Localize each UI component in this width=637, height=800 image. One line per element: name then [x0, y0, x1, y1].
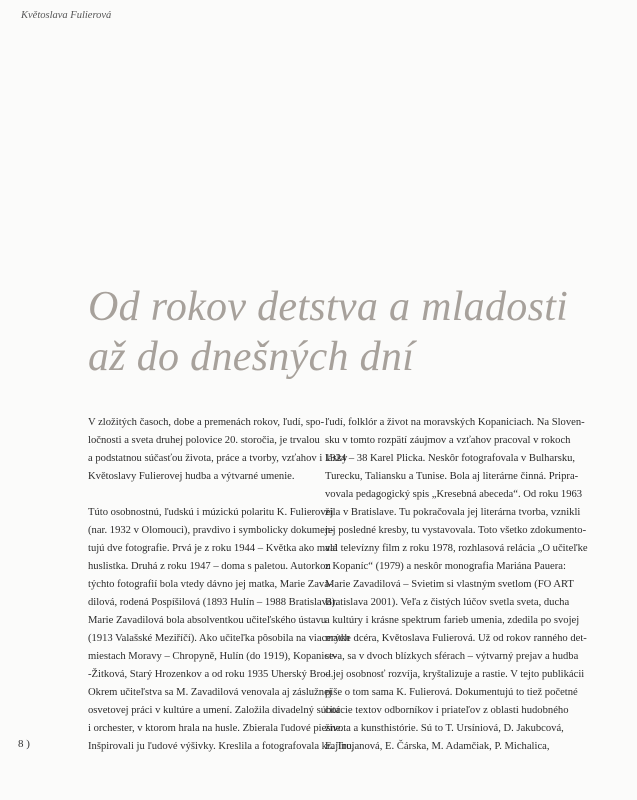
running-head: Květoslava Fulierová: [21, 10, 112, 21]
text-line: huslistka. Druhá z roku 1947 – doma s paletou. Autorkou: [88, 561, 331, 572]
text-line: Bratislava 2001). Veľa z čistých lúčov svetla sveta, ducha: [325, 597, 570, 608]
text-line: 1924 – 38 Karel Plicka. Neskôr fotografovala v Bulharsku,: [325, 453, 576, 464]
text-line: týchto fotografií bola vtedy dávno jej matka, Marie Zava-: [88, 579, 333, 590]
text-line: Marie Zavadilová – Svietim si vlastným svetlom (FO ART: [325, 579, 574, 590]
page-number: 8 ): [18, 738, 30, 750]
text-line: píše o tom sama K. Fulierová. Dokumentujú to tiež početné: [325, 687, 578, 698]
text-line: – jej osobnosť rozvíja, kryštalizuje a rastie. V tejto publikácii: [325, 669, 585, 680]
right-column: [325, 414, 595, 774]
text-line: z Kopaníc“ (1979) a neskôr monografia Mariána Pauera:: [325, 561, 566, 572]
paragraph-intro: [88, 414, 358, 486]
text-line: (nar. 1932 v Olomouci), pravdivo i symbolicky dokumen-: [88, 525, 334, 536]
text-line: Okrem učiteľstva sa M. Zavadilová venovala aj záslužnej: [88, 687, 332, 698]
text-line: a kultúry i krásne spektrum farieb umenia, zdedila po svojej: [325, 615, 580, 626]
chapter-title-line-1: Od rokov detstva a mladosti: [88, 284, 569, 330]
text-line: ločnosti a sveta druhej polovice 20. storočia, je trvalou: [88, 435, 320, 446]
text-line: ľudí, folklór a život na moravských Kopaniciach. Na Sloven-: [325, 417, 585, 428]
text-line: osvetovej práci v kultúre a umení. Založila divadelný súbor: [88, 705, 341, 716]
text-line: E. Trojanová, E. Čárska, M. Adamčiak, P. Michalica,: [325, 741, 550, 752]
text-line: jej posledné kresby, tu vystavovala. Toto všetko zdokumento-: [325, 525, 587, 536]
text-line: sku v tomto rozpätí záujmov a vzťahov pracoval v rokoch: [325, 435, 571, 446]
text-line: života a kunsthistórie. Sú to T. Ursíniová, D. Jakubcová,: [325, 723, 564, 734]
text-line: (1913 Valašské Meziříčí). Ako učiteľka pôsobila na viacerých: [88, 633, 350, 644]
text-line: i orchester, v ktorom hrala na husle. Zbierala ľudové piesne.: [88, 723, 344, 734]
text-line: matke dcéra, Květoslava Fulierová. Už od rokov ranného det-: [325, 633, 587, 644]
text-line: vovala pedagogický spis „Kresebná abeceda“. Od roku 1963: [325, 489, 583, 500]
left-column: [88, 414, 358, 774]
text-line: miestach Moravy – Chropyně, Hulín (do 1919), Kopanice-: [88, 651, 338, 662]
text-line: -Žitková, Starý Hrozenkov a od roku 1935 Uherský Brod.: [88, 669, 334, 680]
text-line: Květoslavy Fulierovej hudba a výtvarné umenie.: [88, 471, 295, 482]
chapter-title-line-2: až do dnešných dní: [88, 334, 415, 380]
text-line: tujú dve fotografie. Prvá je z roku 1944 – Květka ako malá: [88, 543, 338, 554]
text-line: V zložitých časoch, dobe a premenách rokov, ľudí, spo-: [88, 417, 325, 428]
paragraph-continued: [325, 414, 595, 756]
text-line: citácie textov odborníkov i priateľov z oblasti hudobného: [325, 705, 569, 716]
text-line: Inšpirovali ju ľudové výšivky. Kreslila a fotografovala krajinu,: [88, 741, 355, 752]
paragraph-body: [88, 504, 358, 756]
text-line: val televízny film z roku 1978, rozhlasová relácia „O učiteľke: [325, 543, 588, 554]
text-line: Turecku, Taliansku a Tunise. Bola aj literárne činná. Pripra-: [325, 471, 579, 482]
text-line: dilová, rodená Pospíšilová (1893 Hulín – 1988 Bratislava).: [88, 597, 338, 608]
text-line: stva, sa v dvoch blízkych sférach – výtvarný prejav a hudba: [325, 651, 579, 662]
text-line: a podstatnou súčasťou života, práce a tvorby, vzťahov i lásky: [88, 453, 348, 464]
text-line: Marie Zavadilová bola absolventkou učiteľského ústavu: [88, 615, 327, 626]
chapter-title: [88, 282, 628, 382]
text-line: Túto osobnostnú, ľudskú i múzickú polaritu K. Fulierovej: [88, 507, 334, 518]
text-line: žila v Bratislave. Tu pokračovala jej literárna tvorba, vznikli: [325, 507, 581, 518]
